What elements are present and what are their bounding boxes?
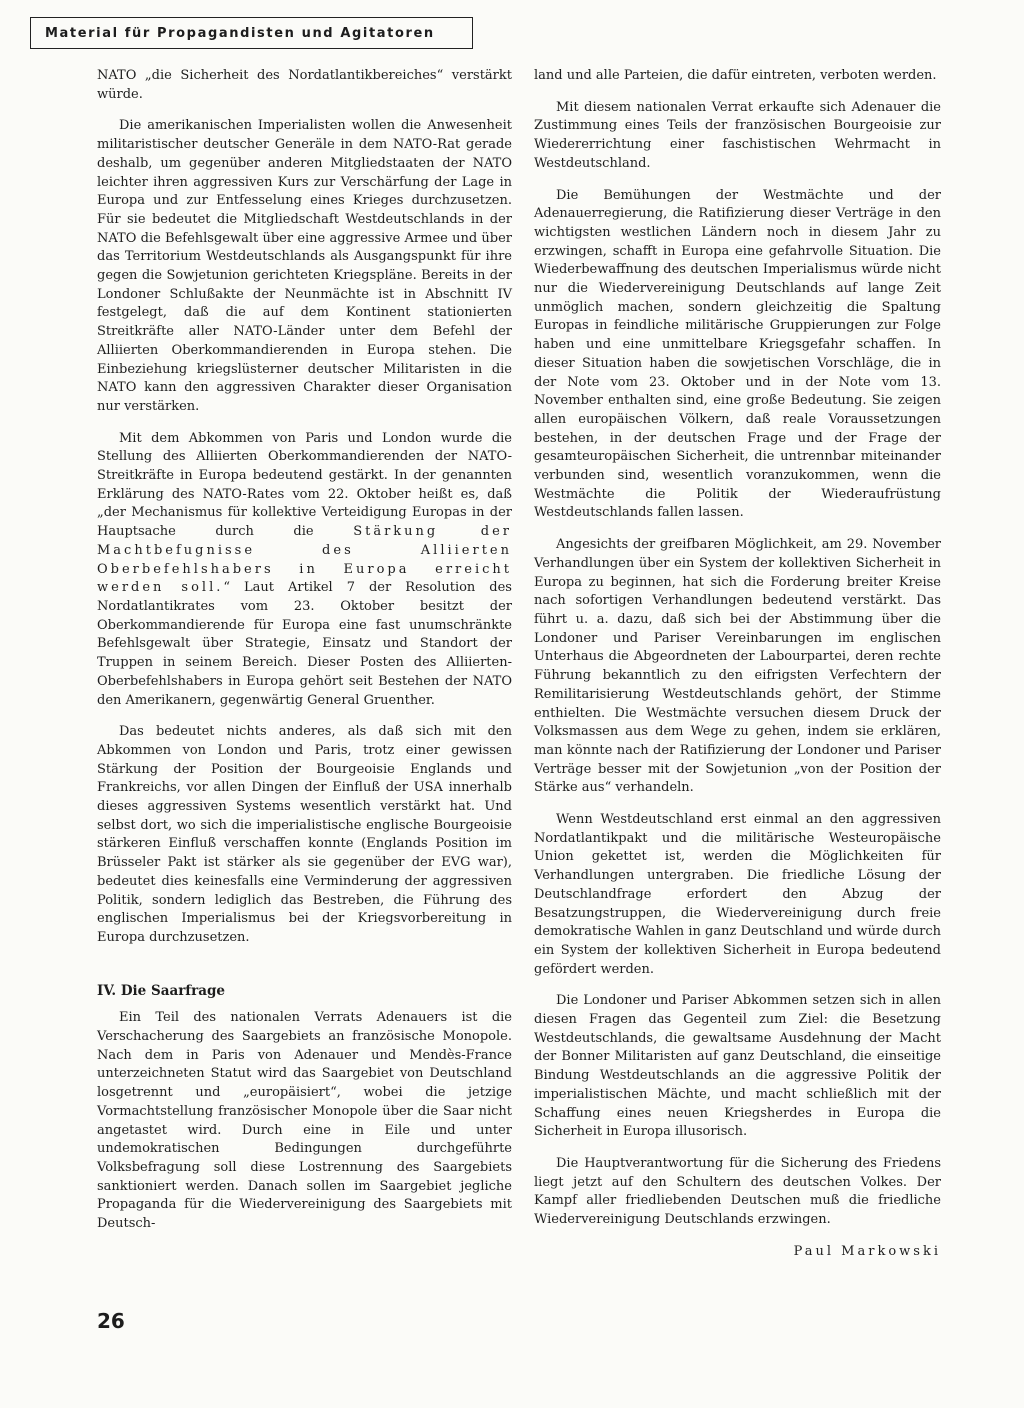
paragraph: land und alle Parteien, die dafür eintreten, verboten werden. bbox=[534, 68, 937, 83]
running-header bbox=[30, 17, 473, 49]
paragraph-text: “ Laut Artikel 7 der Resolution des Nordatlantikrates vom 23. Oktober besitzt der Oberkommandierende für Europa eine fast unumschränkte Befehlsgewalt über Strategie, Einsatz und Standort der Truppen in seinem Bereich. Dieser Posten des Alliierten-Oberbefehlshabers in Europa gehört seit Bestehen der NATO den Amerikanern, gegenwärtig General Gruenther. bbox=[97, 580, 512, 708]
page-number: 26 bbox=[97, 1309, 125, 1333]
paragraph-text: Mit dem Abkommen von Paris und London wurde die Stellung des Alliierten Oberkommandierenden der NATO-Streitkräfte in Europa bedeutend gestärkt. In der genannten Erklärung des NATO-Rates vom 22. Oktober heißt es, daß „der Mechanismus für kollektive Verteidigung Europas in der Hauptsache durch die bbox=[97, 430, 512, 540]
paragraph: NATO „die Sicherheit des Nordatlantikbereiches“ verstärkt würde. bbox=[97, 68, 512, 102]
left-column bbox=[97, 67, 512, 1234]
paragraph: Das bedeutet nichts anderes, als daß sich mit den Abkommen von London und Paris, trotz einer gewissen Stärkung der Position der Bourgeoisie Englands und Frankreichs, vor allen Dingen der Einfluß der USA innerhalb dieses aggressiven Systems wesentlich verstärkt hat. Und selbst dort, wo sich die imperialistische englische Bourgeoisie stärkeren Einfluß verschaffen konnte (Englands Position im Brüsseler Pakt ist stärker als sie gegenüber der EVG war), bedeutet dies keinesfalls eine Verminderung der aggressiven Politik, sondern lediglich das Bestreben, die Führung des englischen Imperialismus bei der Kriegsvorbereitung in Europa durchzusetzen. bbox=[97, 724, 512, 945]
paragraph: Die Bemühungen der Westmächte und der Adenauerregierung, die Ratifizierung dieser Verträge in den wichtigsten westlichen Ländern noch in diesem Jahr zu erzwingen, schafft in Europa eine gefahrvolle Situation. Die Wiederbewaffnung des deutschen Imperialismus würde nicht nur die Wiedervereinigung Deutschlands auf lange Zeit unmöglich machen, sondern gleichzeitig die Spaltung Europas in feindliche militärische Gruppierungen zur Folge haben und eine unmittelbare Kriegsgefahr schaffen. In dieser Situation haben die sowjetischen Vorschläge, die in der Note vom 23. Oktober und in der Note vom 13. November enthalten sind, eine große Bedeutung. Sie zeigen allen europäischen Völkern, daß reale Voraussetzungen bestehen, in der deutschen Frage und der Frage der gesamteuropäischen Sicherheit, die untrennbar miteinander verbunden sind, wesentlich voranzukommen, wenn die Westmächte die Politik der Wiederaufrüstung Westdeutschlands fallen lassen. bbox=[534, 187, 941, 521]
emphasized-quote: Stärkung der Machtbefugnisse des Alliierten Oberbefehlshabers in Europa erreicht werden soll. bbox=[97, 524, 513, 596]
paragraph bbox=[97, 430, 512, 711]
paragraph: Wenn Westdeutschland erst einmal an den aggressiven Nordatlantikpakt und die militärische Westeuropäische Union gekettet ist, werden die Möglichkeiten für Verhandlungen untergraben. Die friedliche Lösung der Deutschlandfrage erfordert den Abzug der Besatzungstruppen, die Wiedervereinigung durch freie demokratische Wahlen in ganz Deutschland und würde durch ein System der kollektiven Sicherheit in Europa bedeutend gefördert werden. bbox=[534, 812, 941, 977]
section-heading: IV. Die Saarfrage bbox=[97, 982, 226, 999]
running-title: Material für Propagandisten und Agitatoren bbox=[45, 25, 435, 41]
paragraph: Angesichts der greifbaren Möglichkeit, am 29. November Verhandlungen über ein System der kollektiven Sicherheit in Europa zu beginnen, hat sich die Forderung breiter Kreise nach sofortigen Verhandlungen bedeutend verstärkt. Das führt u. a. dazu, daß sich bei der Abstimmung über die Londoner und Pariser Vereinbarungen im englischen Unterhaus die Abgeordneten der Labourpartei, deren rechte Führung bekanntlich zu den eifrigsten Verfechtern der Remilitarisierung Westdeutschlands gehört, der Stimme enthielten. Die Westmächte versuchen diesem Druck der Volksmassen aus dem Wege zu gehen, indem sie erklären, man könnte nach der Ratifizierung der Londoner und Pariser Verträge besser mit der Sowjetunion „von der Position der Stärke aus“ verhandeln. bbox=[534, 537, 941, 796]
paragraph: Die Londoner und Pariser Abkommen setzen sich in allen diesen Fragen das Gegenteil zum Ziel: die Besetzung Westdeutschlands, die gewaltsame Ausdehnung der Macht der Bonner Militaristen auf ganz Deutschland, die einseitige Bindung Westdeutschlands an die aggressive Politik der imperialistischen Mächte, und macht schließlich mit der Schaffung eines neuen Kriegsherdes in Europa die Sicherheit in Europa illusorisch. bbox=[534, 993, 941, 1140]
paragraph: Die Hauptverantwortung für die Sicherung des Friedens liegt jetzt auf den Schultern des deutschen Volkes. Der Kampf aller friedliebenden Deutschen muß die friedliche Wiedervereinigung Deutschlands erzwingen. bbox=[534, 1155, 941, 1228]
paragraph: Die amerikanischen Imperialisten wollen die Anwesenheit militaristischer deutscher Generäle in dem NATO-Rat gerade deshalb, um gegenüber anderen Mitgliedstaaten der NATO leichter ihren aggressiven Kurs zur Verschärfung der Lage in Europa und zur Entfesselung eines Krieges durchzusetzen. Für sie bedeutet die Mitgliedschaft Westdeutschlands in der NATO die Befehlsgewalt über eine aggressive Armee und über das Territorium Westdeutschlands als Ausgangspunkt für ihre gegen die Sowjetunion gerichteten Kriegspläne. Bereits in der Londoner Schlußakte der Neunmächte ist in Abschnitt IV festgelegt, daß die auf dem Kontinent stationierten Streitkräfte aller NATO-Länder unter dem Befehl der Alliierten Oberkommandierenden in Europa stehen. Die Einbeziehung kriegslüsterner deutscher Militaristen in die NATO kann den aggressiven Charakter dieser Organisation nur verstärken. bbox=[97, 118, 512, 414]
author-signature: Paul Markowski bbox=[793, 1243, 941, 1259]
paragraph: Mit diesem nationalen Verrat erkaufte sich Adenauer die Zustimmung eines Teils der französischen Bourgeoisie zur Wiedererrichtung einer faschistischen Wehrmacht in Westdeutschland. bbox=[534, 99, 941, 171]
paragraph: Ein Teil des nationalen Verrats Adenauers ist die Verschacherung des Saargebiets an französische Monopole. Nach dem in Paris von Adenauer und Mendès-France unterzeichneten Statut wird das Saargebiet von Deutschland losgetrennt und „europäisiert“, wobei die jetzige Vormachtstellung französischer Monopole über die Saar nicht angetastet wird. Durch eine in Eile und unter undemokratischen Bedingungen durchgeführte Volksbefragung soll diese Lostrennung des Saargebiets sanktioniert werden. Danach sollen im Saargebiet jegliche Propaganda für die Wiedervereinigung des Saargebiets mit Deutsch- bbox=[97, 1010, 512, 1232]
right-column bbox=[534, 67, 941, 1261]
